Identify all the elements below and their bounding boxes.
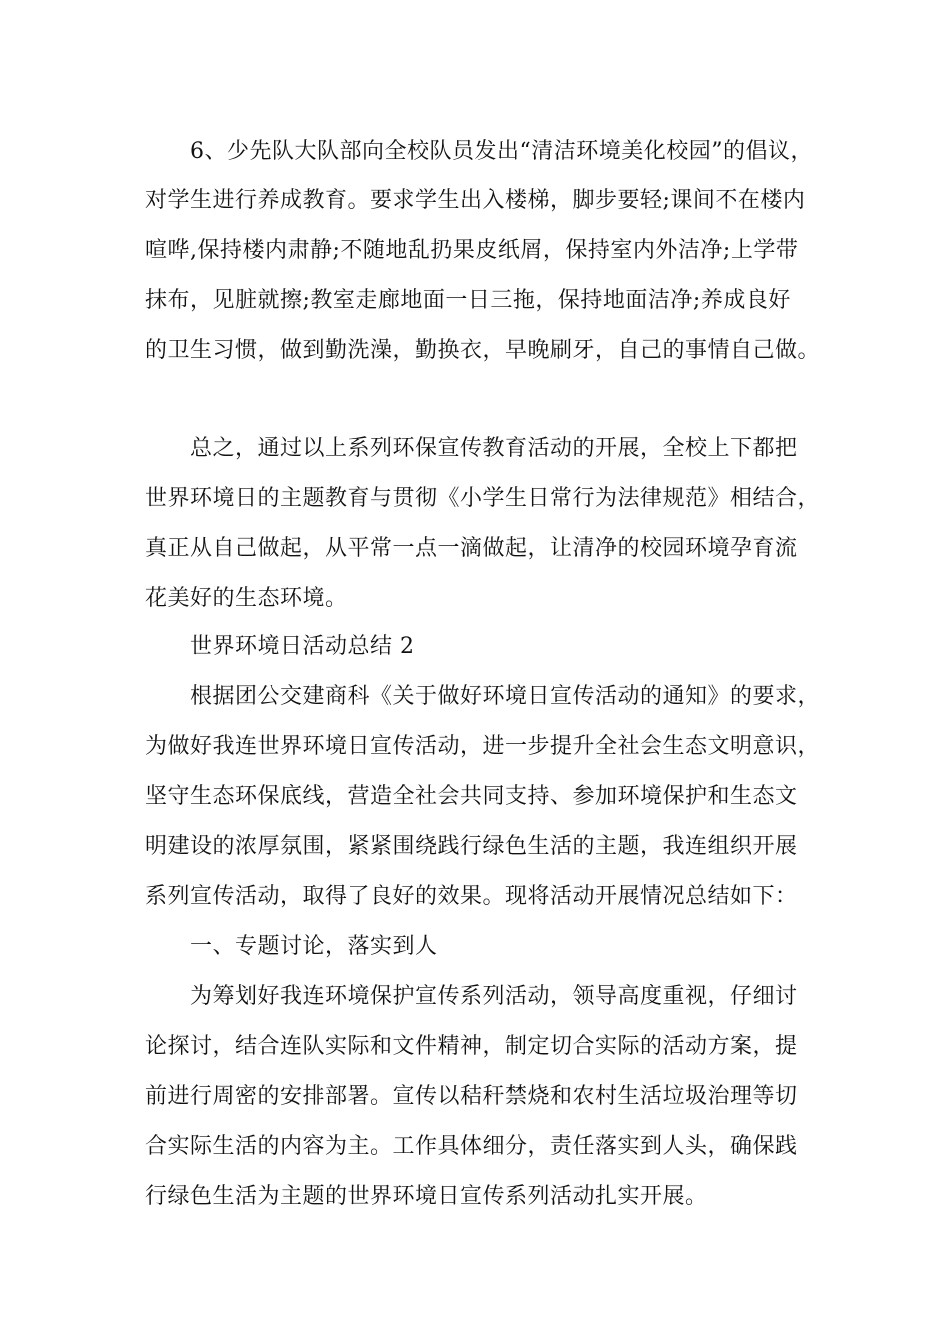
paragraph-1-line-5: 的卫生习惯，做到勤洗澡，勤换衣，早晚刷牙，自己的事情自己做。 — [145, 338, 821, 363]
paragraph-1-line-1: 6、少先队大队部向全校队员发出“清洁环境美化校园”的倡议， — [190, 139, 813, 164]
paragraph-4-line-2: 论探讨，结合连队实际和文件精神，制定切合实际的活动方案，提 — [145, 1034, 798, 1059]
paragraph-2-line-3: 真正从自己做起，从平常一点一滴做起，让清净的校园环境孕育流 — [145, 536, 798, 561]
paragraph-1-line-3: 喧哗,保持楼内肃静;不随地乱扔果皮纸屑，保持室内外洁净;上学带 — [145, 238, 799, 263]
paragraph-2-line-4: 花美好的生态环境。 — [145, 586, 348, 611]
paragraph-3-line-2: 为做好我连世界环境日宣传活动，进一步提升全社会生态文明意识， — [145, 734, 821, 759]
paragraph-2-line-1: 总之，通过以上系列环保宣传教育活动的开展，全校上下都把 — [190, 436, 798, 461]
paragraph-3-line-4: 明建设的浓厚氛围，紧紧围绕践行绿色生活的主题，我连组织开展 — [145, 834, 798, 859]
paragraph-1-line-2: 对学生进行养成教育。要求学生出入楼梯，脚步要轻;课间不在楼内 — [145, 188, 806, 213]
paragraph-1-line-4: 抹布，见脏就擦;教室走廊地面一日三拖，保持地面洁净;养成良好 — [145, 288, 791, 313]
subheading-1: 一、专题讨论，落实到人 — [190, 934, 438, 959]
paragraph-4-line-3: 前进行周密的安排部署。宣传以秸秆禁烧和农村生活垃圾治理等切 — [145, 1084, 798, 1109]
paragraph-3-line-5: 系列宣传活动，取得了良好的效果。现将活动开展情况总结如下： — [145, 884, 798, 909]
paragraph-4-line-5: 行绿色生活为主题的世界环境日宣传系列活动扎实开展。 — [145, 1184, 708, 1209]
paragraph-3-line-1: 根据团公交建商科《关于做好环境日宣传活动的通知》的要求， — [190, 684, 821, 709]
paragraph-4-line-4: 合实际生活的内容为主。工作具体细分，责任落实到人头，确保践 — [145, 1134, 798, 1159]
section-title: 世界环境日活动总结 2 — [190, 634, 415, 659]
paragraph-2-line-2: 世界环境日的主题教育与贯彻《小学生日常行为法律规范》相结合， — [145, 486, 821, 511]
paragraph-4-line-1: 为筹划好我连环境保护宣传系列活动，领导高度重视，仔细讨 — [190, 984, 798, 1009]
paragraph-3-line-3: 坚守生态环保底线，营造全社会共同支持、参加环境保护和生态文 — [145, 784, 798, 809]
